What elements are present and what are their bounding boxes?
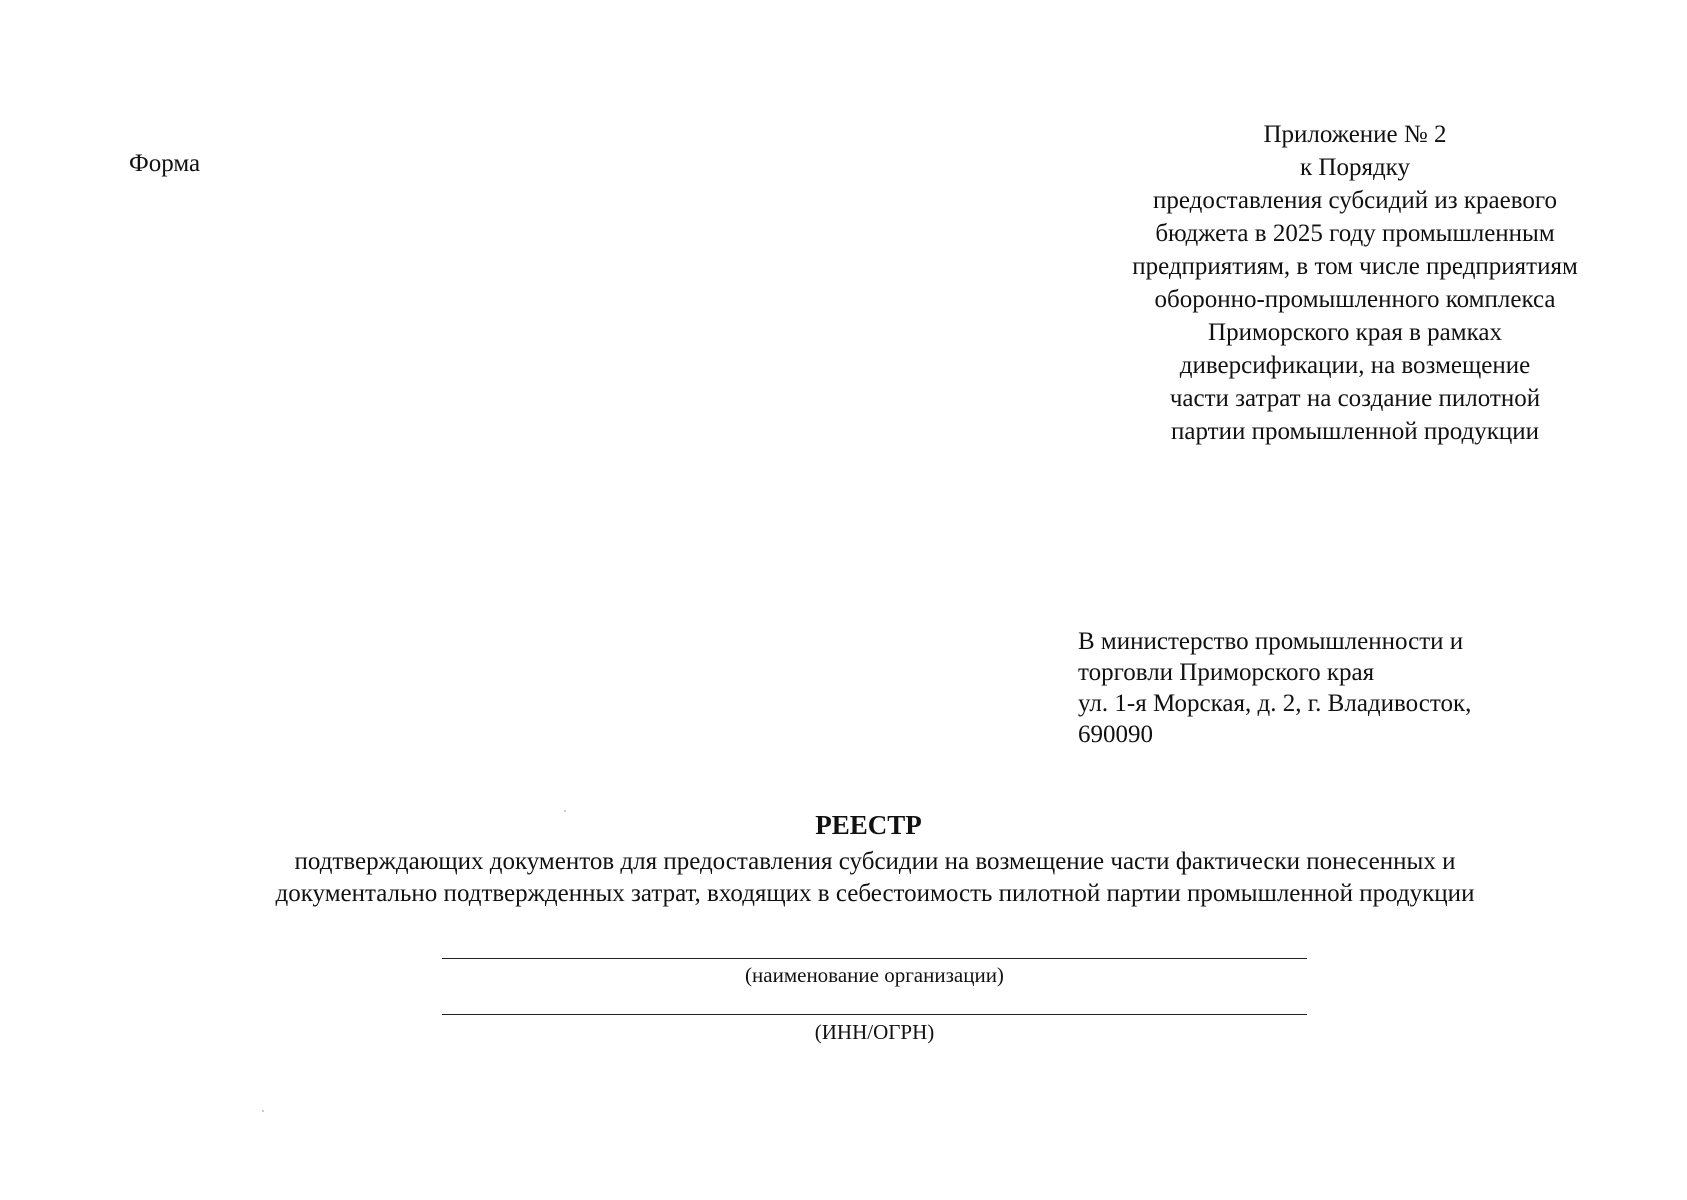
organization-name-caption: (наименование организации)	[745, 963, 1004, 987]
organization-name-line	[442, 958, 1307, 959]
scan-speck	[564, 810, 566, 812]
appendix-line: Приморского края в рамках	[1208, 319, 1502, 346]
appendix-line: оборонно-промышленного комплекса	[1154, 286, 1556, 313]
document-subtitle-line: документально подтвержденных затрат, входящих в себестоимость пилотной партии промышленной продукции	[275, 880, 1475, 907]
appendix-reference	[1090, 118, 1620, 448]
scan-speck	[262, 1110, 264, 1112]
appendix-line: Приложение № 2	[1263, 121, 1447, 148]
addressee-line: 690090	[1078, 721, 1153, 748]
inn-ogrn-line	[442, 1014, 1307, 1015]
appendix-line: части затрат на создание пилотной	[1169, 385, 1541, 412]
appendix-line: бюджета в 2025 году промышленным	[1155, 220, 1555, 247]
inn-ogrn-caption: (ИНН/ОГРН)	[814, 1020, 935, 1044]
appendix-line: диверсификации, на возмещение	[1179, 352, 1531, 379]
addressee-line: торговли Приморского края	[1078, 659, 1375, 686]
appendix-line: к Порядку	[1300, 154, 1410, 181]
appendix-line: предоставления субсидий из краевого	[1153, 187, 1557, 214]
document-subtitle-line: подтверждающих документов для предоставления субсидии на возмещение части фактически понесенных и	[294, 848, 1456, 875]
document-title: РЕЕСТР	[815, 810, 922, 840]
addressee-block	[1078, 626, 1471, 750]
appendix-line: партии промышленной продукции	[1171, 418, 1539, 445]
appendix-line: предприятиям, в том числе предприятиям	[1132, 253, 1578, 280]
addressee-line: ул. 1-я Морская, д. 2, г. Владивосток,	[1078, 690, 1472, 717]
addressee-line: В министерство промышленности и	[1078, 628, 1464, 655]
form-label: Форма	[129, 150, 201, 177]
document-title-block	[0, 806, 1687, 844]
